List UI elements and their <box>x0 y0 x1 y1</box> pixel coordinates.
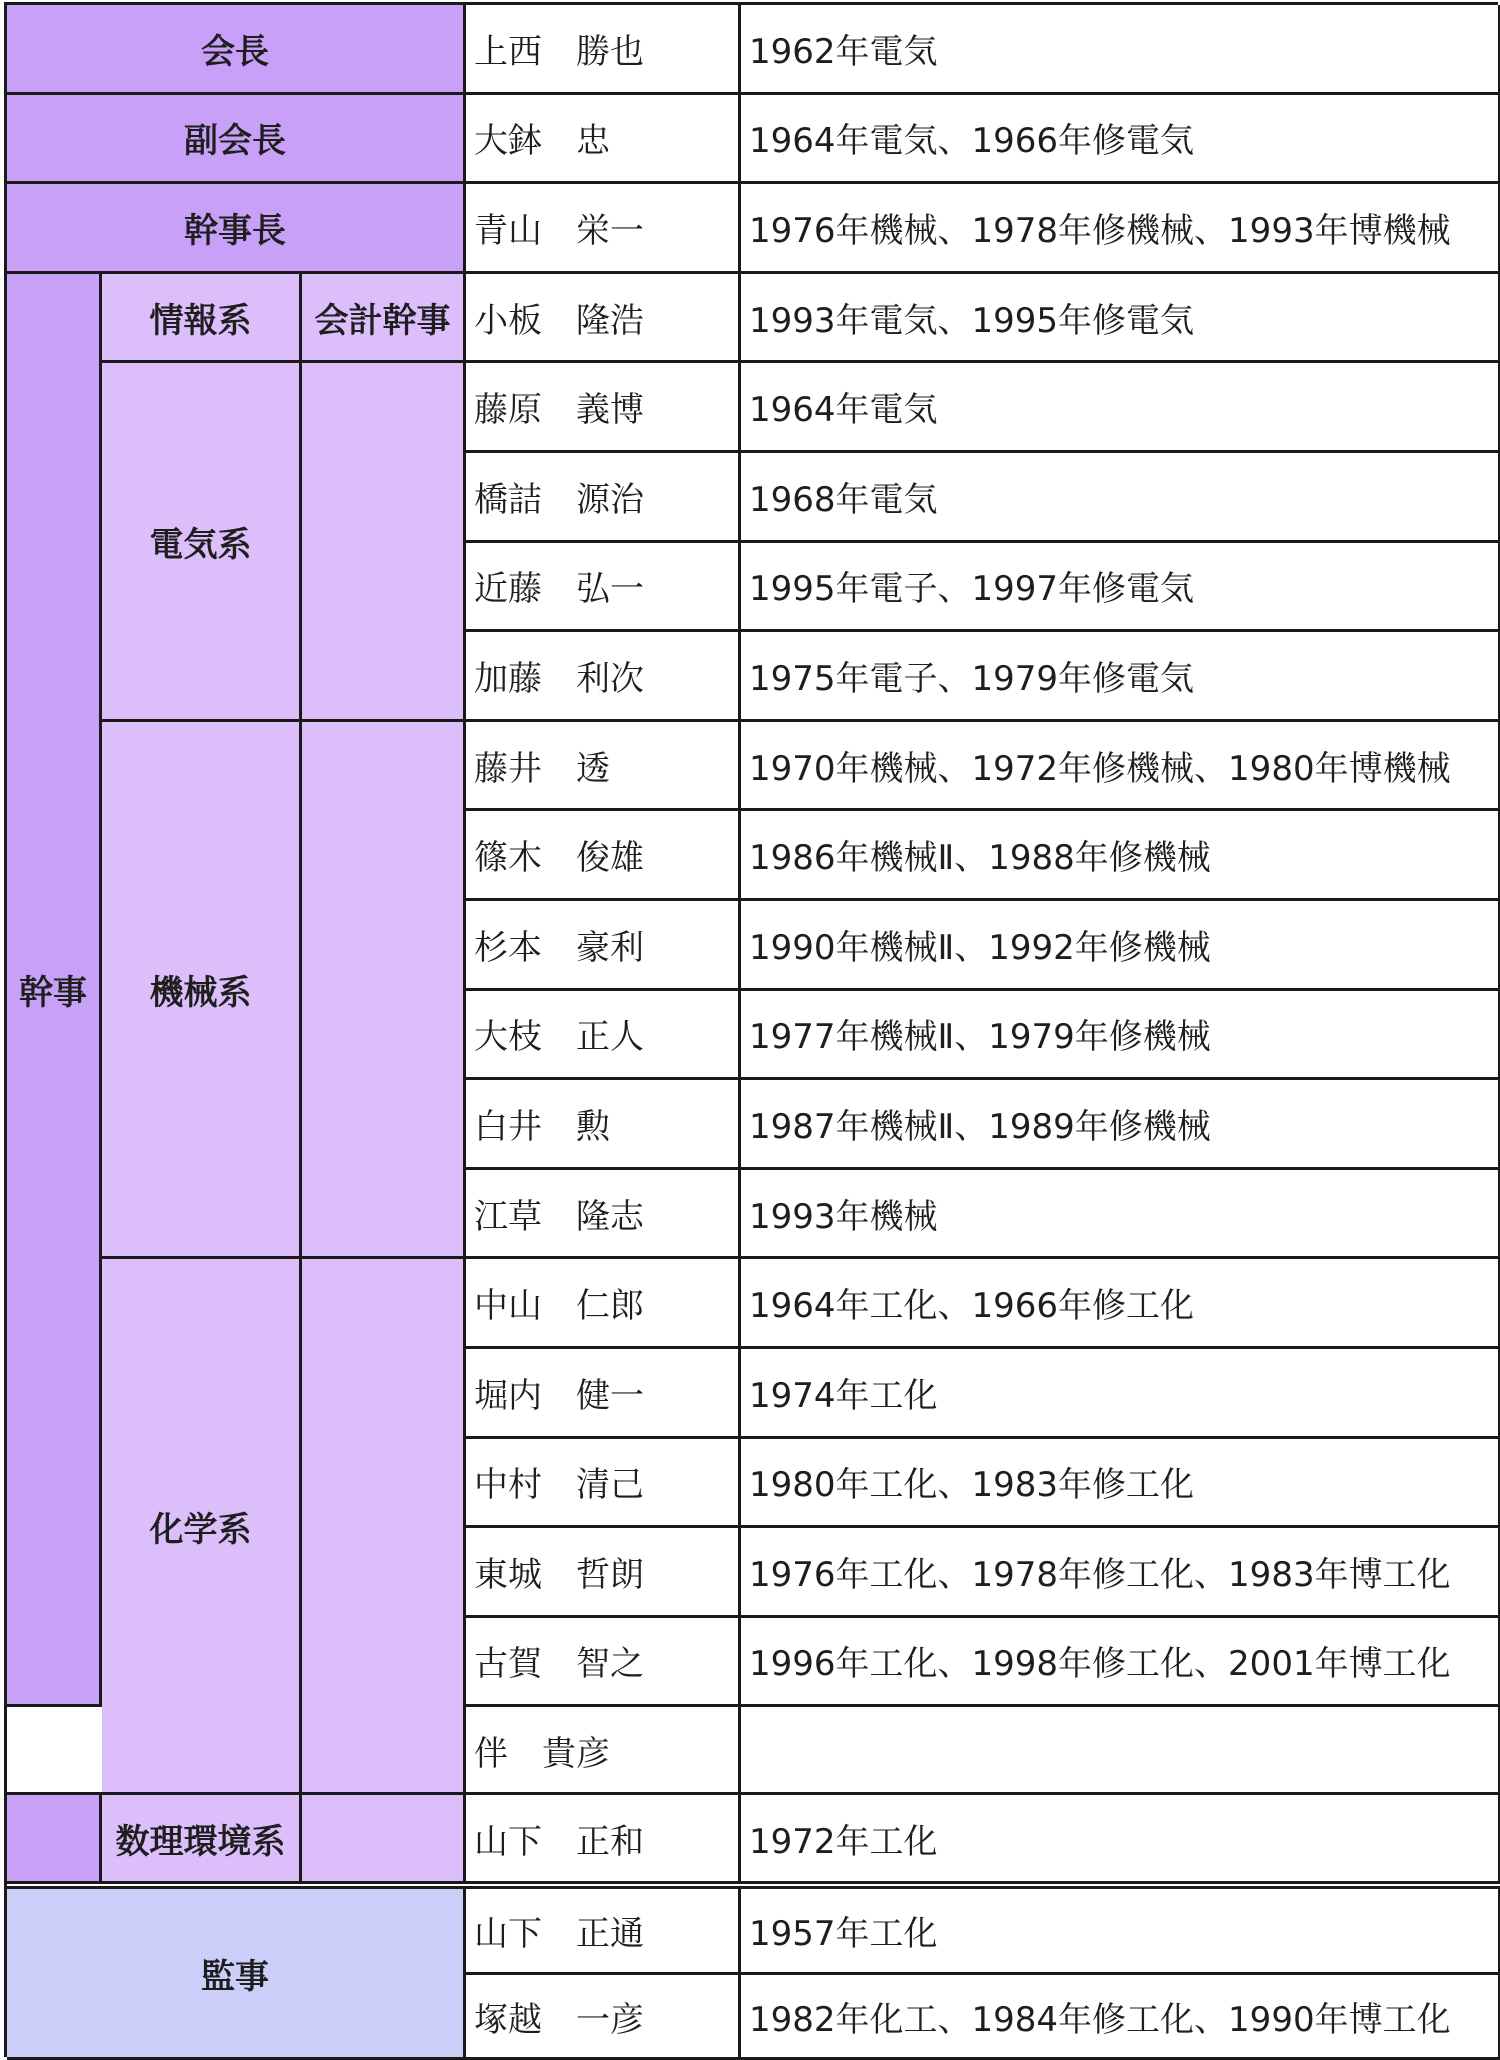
member-name: 小板 隆浩 <box>466 274 741 364</box>
member-name: 山下 正和 <box>466 1795 741 1884</box>
lower-section <box>4 1792 1498 2057</box>
member-name: 江草 隆志 <box>466 1170 741 1260</box>
officer-roster-table <box>4 2 1498 1795</box>
auditor-name: 塚越 一彦 <box>466 1975 741 2060</box>
member-history: 1964年工化、1966年修工化 <box>741 1259 1500 1349</box>
member-history: 1968年電気 <box>741 453 1500 543</box>
auditor-history: 1982年化工、1984年修工化、1990年博工化 <box>741 1975 1500 2060</box>
member-name: 近藤 弘一 <box>466 543 741 633</box>
member-history: 1970年機械、1972年修機械、1980年博機械 <box>741 722 1500 812</box>
secretary-general-name: 青山 栄一 <box>466 184 741 274</box>
accounting-label: 会計幹事 <box>302 274 466 364</box>
member-history: 1993年機械 <box>741 1170 1500 1260</box>
member-name: 白井 勲 <box>466 1080 741 1170</box>
member-history <box>741 1707 1500 1797</box>
member-history: 1987年機械Ⅱ、1989年修機械 <box>741 1080 1500 1170</box>
vice-chairman-name: 大鉢 忠 <box>466 95 741 185</box>
group-label-electrical: 電気系 <box>102 363 302 721</box>
member-history: 1995年電子、1997年修電気 <box>741 543 1500 633</box>
member-history: 1980年工化、1983年修工化 <box>741 1439 1500 1529</box>
vice-chairman-history: 1964年電気、1966年修電気 <box>741 95 1500 185</box>
member-name: 中村 清己 <box>466 1439 741 1529</box>
member-name: 古賀 智之 <box>466 1618 741 1708</box>
member-name: 杉本 豪利 <box>466 901 741 991</box>
member-name: 藤井 透 <box>466 722 741 812</box>
group-label-math-env: 数理環境系 <box>102 1795 302 1884</box>
member-history: 1964年電気 <box>741 363 1500 453</box>
group-spacer <box>302 363 466 721</box>
auditors-label: 監事 <box>7 1889 466 2060</box>
group-label-chemical: 化学系 <box>102 1259 302 1797</box>
chairman-name: 上西 勝也 <box>466 5 741 95</box>
auditor-history: 1957年工化 <box>741 1889 1500 1975</box>
member-name: 篠木 俊雄 <box>466 811 741 901</box>
group-spacer <box>302 1795 466 1884</box>
member-name: 橋詰 源治 <box>466 453 741 543</box>
member-name: 堀内 健一 <box>466 1349 741 1439</box>
directors-label-continued <box>7 1795 102 1884</box>
member-history: 1976年工化、1978年修工化、1983年博工化 <box>741 1528 1500 1618</box>
member-name: 加藤 利次 <box>466 632 741 722</box>
member-history: 1975年電子、1979年修電気 <box>741 632 1500 722</box>
member-history: 1993年電気、1995年修電気 <box>741 274 1500 364</box>
member-name: 藤原 義博 <box>466 363 741 453</box>
vice-chairman-label: 副会長 <box>7 95 466 185</box>
directors-label: 幹事 <box>7 274 102 1708</box>
secretary-general-history: 1976年機械、1978年修機械、1993年博機械 <box>741 184 1500 274</box>
member-name: 大枝 正人 <box>466 991 741 1081</box>
group-label-mechanical: 機械系 <box>102 722 302 1260</box>
member-history: 1974年工化 <box>741 1349 1500 1439</box>
member-history: 1986年機械Ⅱ、1988年修機械 <box>741 811 1500 901</box>
member-history: 1977年機械Ⅱ、1979年修機械 <box>741 991 1500 1081</box>
member-history: 1990年機械Ⅱ、1992年修機械 <box>741 901 1500 991</box>
member-name: 伴 貴彦 <box>466 1707 741 1797</box>
auditor-name: 山下 正通 <box>466 1889 741 1975</box>
secretary-general-label: 幹事長 <box>7 184 466 274</box>
group-label-info: 情報系 <box>102 274 302 364</box>
member-history: 1996年工化、1998年修工化、2001年博工化 <box>741 1618 1500 1708</box>
chairman-history: 1962年電気 <box>741 5 1500 95</box>
chairman-label: 会長 <box>7 5 466 95</box>
group-spacer <box>302 1259 466 1797</box>
member-name: 東城 哲朗 <box>466 1528 741 1618</box>
member-name: 中山 仁郎 <box>466 1259 741 1349</box>
group-spacer <box>302 722 466 1260</box>
member-history: 1972年工化 <box>741 1795 1500 1884</box>
